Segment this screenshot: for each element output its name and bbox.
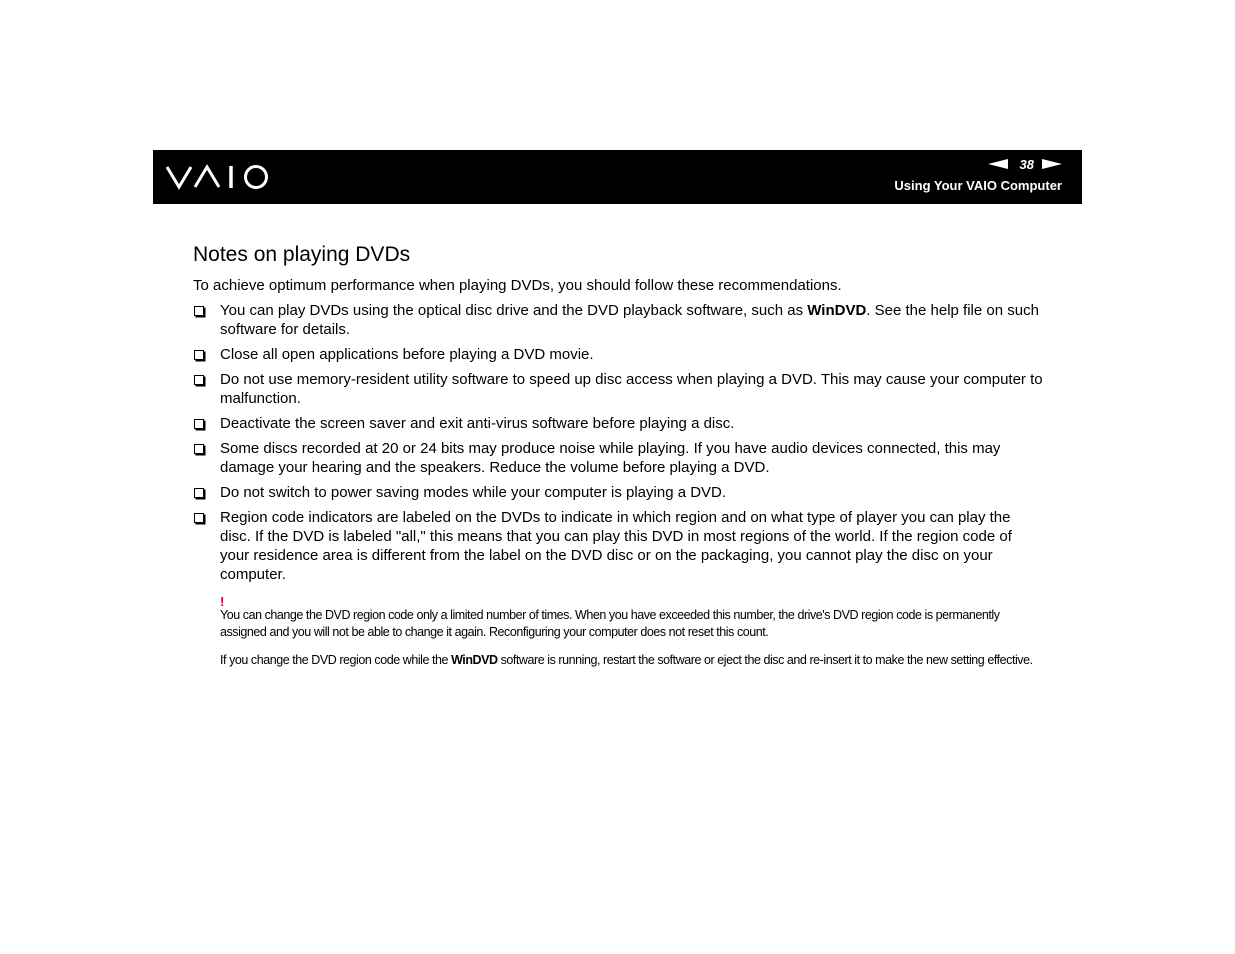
checkbox-bullet-icon [194, 306, 204, 316]
main-content [193, 240, 1043, 679]
next-page-arrow-icon[interactable] [1042, 159, 1062, 169]
list-item: Close all open applications before playing a DVD movie. [193, 345, 1043, 364]
intro-text: To achieve optimum performance when playing DVDs, you should follow these recommendations. [193, 277, 842, 294]
software-name: WinDVD [451, 653, 498, 667]
list-item: Some discs recorded at 20 or 24 bits may produce noise while playing. If you have audio devices connected, this may damage your hearing and the speakers. Reduce the volume before playing a DVD. [193, 439, 1043, 477]
page-number: 38 [1019, 156, 1034, 172]
warning-note [220, 596, 1043, 670]
checkbox-bullet-icon [194, 488, 204, 498]
page-navigation [988, 156, 1062, 172]
list-item: Do not switch to power saving modes while your computer is playing a DVD. [193, 483, 1043, 502]
vaio-logo [165, 163, 271, 191]
note-paragraph: If you change the DVD region code while the WinDVD software is running, restart the software or eject the disc and re-insert it to make the new setting effective. [220, 653, 1033, 667]
header-bar [153, 150, 1082, 204]
checkbox-bullet-icon [194, 350, 204, 360]
checkbox-bullet-icon [194, 444, 204, 454]
note-paragraph: You can change the DVD region code only a limited number of times. When you have exceeded this number, the drive's DVD region code is permanently assigned and you will not be able to change it again. Reconfiguring your computer does not reset this count. [220, 608, 1000, 639]
page-title: Notes on playing DVDs [193, 243, 411, 266]
list-item: You can play DVDs using the optical disc drive and the DVD playback software, such as WinDVD. See the help file on such software for details. [193, 301, 1043, 339]
list-item: Do not use memory-resident utility software to speed up disc access when playing a DVD. This may cause your computer to malfunction. [193, 370, 1043, 408]
list-item: Deactivate the screen saver and exit anti-virus software before playing a disc. [193, 414, 1043, 433]
checkbox-bullet-icon [194, 513, 204, 523]
recommendation-list [193, 301, 1043, 584]
previous-page-arrow-icon[interactable] [988, 159, 1008, 169]
software-name: WinDVD [807, 302, 867, 319]
checkbox-bullet-icon [194, 375, 204, 385]
section-title: Using Your VAIO Computer [894, 178, 1062, 193]
list-item: Region code indicators are labeled on the DVDs to indicate in which region and on what type of player you can play the disc. If the DVD is labeled "all," this means that you can play this DVD in most regions of the world. If the region code of your residence area is different from the label on the DVD disc or on the packaging, you cannot play the disc on your computer. [193, 508, 1043, 584]
checkbox-bullet-icon [194, 419, 204, 429]
warning-mark-icon: ! [220, 594, 224, 609]
